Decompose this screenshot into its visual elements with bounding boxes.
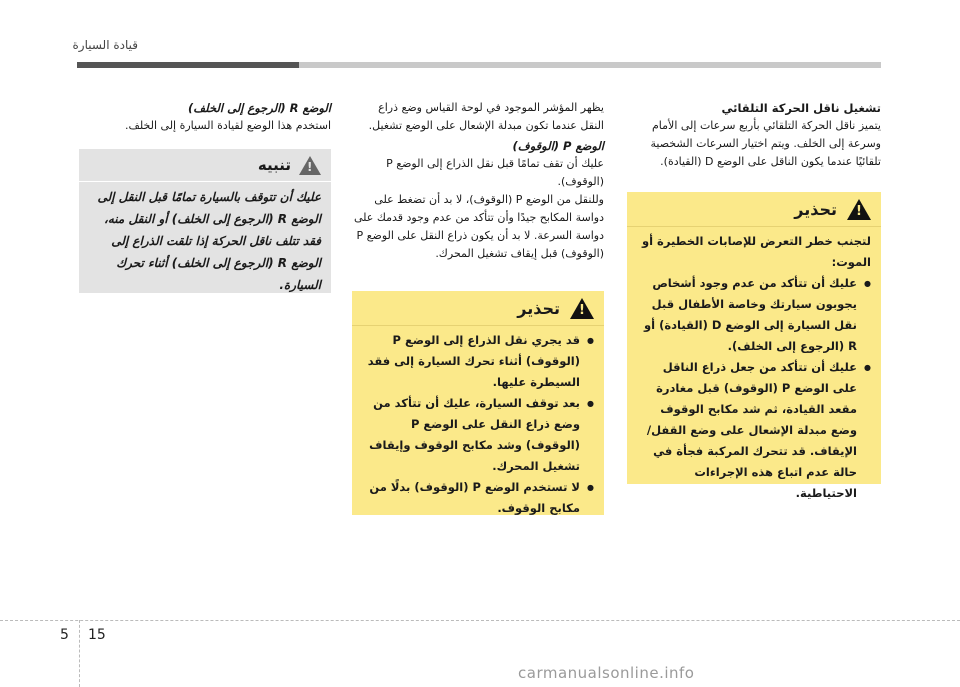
warning-item: ● عليك أن تتأكد من جعل ذراع الناقل على الوضع P (الوقوف) قبل مغادرة مقعد القيادة، ثم شد مكابح الوقوف وضع مبدلة الإشعال على وضع القفل/الإيقاف. قد تتحرك المركبة فجأة في حالة عدم اتباع هذه الإجراءات الاحتياطية. [637,357,857,504]
header-rule-accent [77,62,299,68]
transmission-body: يتميز ناقل الحركة التلقائي بأربع سرعات إلى الأمام وسرعة إلى الخلف. ويتم اختيار السرعات الشخصية تلقائيًا عندما يكون الناقل على الوضع D (القيادة). [650,119,881,168]
warning-item: ● عليك أن تتأكد من عدم وجود أشخاص يجوبون سيارتك وخاصة الأطفال قبل نقل السيارة إلى الوضع D (القيادة) أو R (الرجوع إلى الخلف). [637,273,857,357]
chapter-number: 5 [60,627,69,643]
reverse-heading: الوضع R (الرجوع إلى الخلف) [188,101,331,115]
footer-divider [79,620,80,687]
indicator-paragraph: يظهر المؤشر الموجود في لوحة القياس وضع ذراع النقل عندما تكون مبدلة الإشعال على الوضع تشغيل. [368,101,604,132]
warning-icon [570,298,594,319]
warning-box-middle [352,291,604,515]
notice-title: تنبيه [257,156,291,174]
warning-item: ● بعد توقف السيارة، عليك أن تتأكد من وضع ذراع النقل على الوضع P (الوقوف) وشد مكابح الوقوف وإيقاف تشغيل المحرك. [362,393,580,477]
reverse-body: استخدم هذا الوضع لقيادة السيارة إلى الخلف. [125,119,331,132]
notice-box [79,149,331,293]
section-title: قيادة السيارة [72,38,138,52]
left-column [79,99,331,135]
warning-title: تحذير [794,199,837,219]
transmission-heading: تشغيل ناقل الحركة التلقائي [721,101,881,115]
warning-box-right [627,192,881,500]
park-body-2: وللنقل من الوضع P (الوقوف)، لا بد أن تضغط على دواسة المكابح جيدًا وأن تتأكد من عدم وجود قدمك على دواسة السرعة. لا بد أن يكون ذراع النقل على الوضع P (الوقوف) قبل إيقاف تشغيل المحرك. [353,193,604,260]
middle-column [352,99,604,263]
right-column [627,99,881,171]
warning-title: تحذير [517,298,560,318]
park-heading: الوضع P (الوقوف) [512,139,604,153]
warning-icon [847,199,871,220]
notice-text: عليك أن تتوقف بالسيارة تمامًا قبل النقل إلى الوضع R (الرجوع إلى الخلف) أو النقل منه، فقد تتلف ناقل الحركة إذا تلقت الذراع إلى الوضع R (الرجوع إلى الخلف) أثناء تحرك السيارة. [97,190,321,292]
warning-item: ● لا تستخدم الوضع P (الوقوف) بدلًا من مكابح الوقوف. [362,477,580,519]
page-number: 15 [88,627,106,643]
watermark: carmanualsonline.info [518,664,695,682]
warning-item: ● قد يجري نقل الذراع إلى الوضع P (الوقوف) أثناء تحرك السيارة إلى فقد السيطرة عليها. [362,330,580,393]
park-body-1: عليك أن تقف تمامًا قبل نقل الذراع إلى الوضع P (الوقوف). [386,157,604,188]
footer-rule [0,620,960,621]
warning-lead: لتجنب خطر التعرض للإصابات الخطيرة أو الموت: [641,234,871,269]
notice-icon [299,156,321,175]
